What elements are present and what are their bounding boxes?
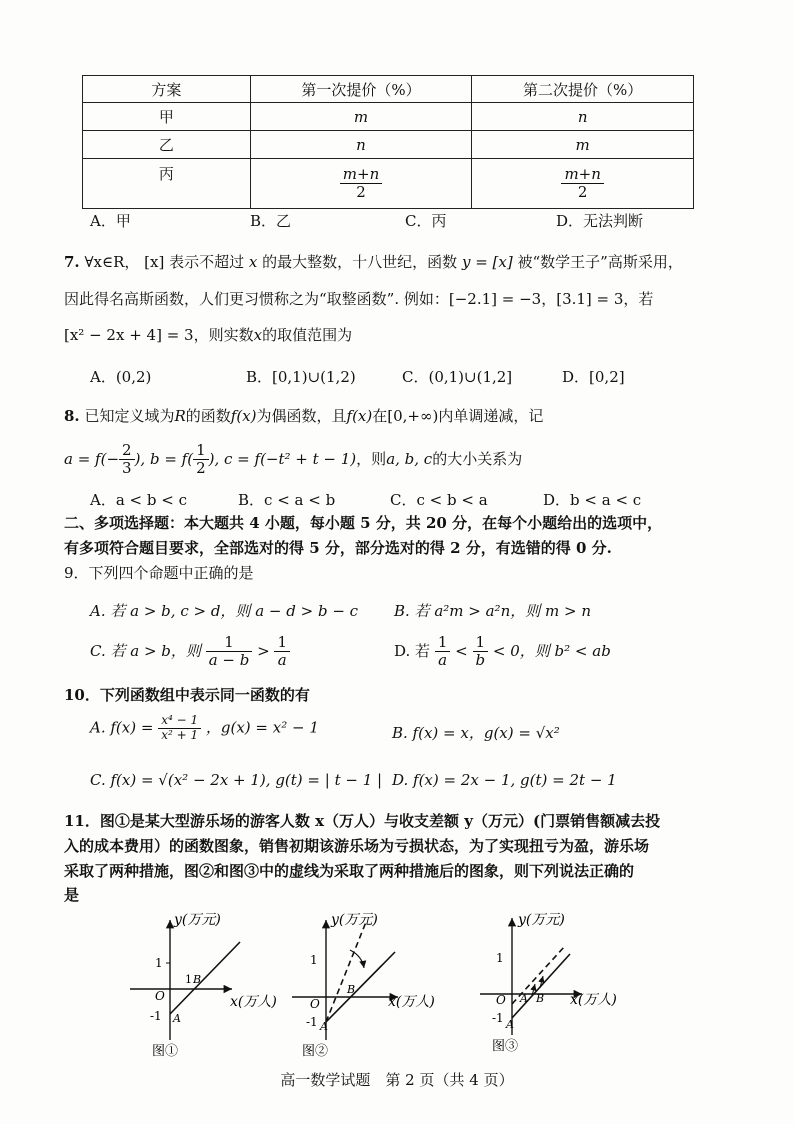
question-text: 在 (372, 407, 388, 425)
option-text: < (455, 641, 468, 660)
fraction (561, 166, 603, 202)
fraction-numerator: m+n (340, 166, 382, 184)
table-row (83, 131, 694, 159)
fraction-numerator: m+n (561, 166, 603, 184)
fraction-numerator: x⁴ − 1 (158, 714, 201, 729)
option-text: ，g(x) = x² − 1 (205, 718, 319, 737)
graph-3 (480, 912, 617, 1054)
fraction-denominator: a − b (208, 651, 250, 670)
question-text: ，则 (356, 449, 387, 468)
question-math: f(x) (346, 407, 373, 425)
question-math: a = f(− (64, 449, 120, 468)
option-a: A．甲 (90, 212, 131, 230)
question-11-line-3: 采取了两种措施，图②和图③中的虚线为采取了两种措施后的图象，则下列说法正确的 (64, 862, 635, 880)
point-a-label: A (320, 1020, 328, 1033)
point-a-label: A (173, 1012, 181, 1025)
question-11-line-4: 是 (64, 886, 80, 904)
question-math: x (253, 326, 263, 344)
table-cell: 丙 (83, 159, 251, 209)
option-c (90, 634, 290, 670)
fraction-numerator: 1 (435, 634, 451, 652)
table-cell (250, 131, 472, 159)
section-heading: 有多项符合题目要求，全部选对的得 5 分，部分选对的得 2 分，有选错的得 0 分. (64, 539, 612, 557)
table-cell (472, 103, 694, 131)
question-8-line-2 (64, 442, 522, 478)
point-b-label: B (193, 973, 202, 986)
point-b-label: B (347, 983, 356, 996)
question-math: y = [x] (461, 253, 513, 271)
table-cell (250, 159, 472, 209)
question-math: [0,+∞) (387, 407, 439, 425)
y-axis-label: y(万元) (174, 912, 221, 928)
question-8-line-1 (64, 405, 543, 426)
fraction (340, 166, 382, 202)
graph-caption: 图③ (492, 1039, 519, 1054)
point-b-label: B (536, 992, 545, 1005)
option-b: B. f(x) = x，g(x) = √x² (392, 724, 560, 742)
tick-label: -1 (150, 1009, 162, 1023)
option-text: D. 若 (394, 641, 431, 660)
question-text: 被“数学王子”高斯采用， (517, 253, 683, 271)
question-11-line-1: 11．图①是某大型游乐场的游客人数 x（万人）与收支差额 y（万元）(门票销售额减去投 (64, 812, 661, 830)
option-b: B．[0,1)∪(1,2) (246, 368, 356, 386)
page-footer: 高一数学试题 第 2 页（共 4 页） (280, 1071, 514, 1089)
fraction-denominator: a (277, 651, 287, 670)
rotation-arrow (350, 950, 364, 968)
question-11-line-2: 入的成本费用）的函数图象，销售初期该游乐场为亏损状态，为了实现扭亏为盈，游乐场 (64, 837, 650, 855)
question-text: 表示不超过 (169, 253, 245, 271)
fraction (119, 442, 135, 478)
tick-label: 1 (185, 973, 192, 986)
x-axis-label: x(万人) (570, 992, 617, 1008)
option-text: C. 若 a > b，则 (90, 641, 201, 660)
fraction-denominator: a (438, 651, 448, 670)
question-text: 内单调递减，记 (438, 407, 544, 425)
option-d (394, 634, 611, 670)
table-row (83, 103, 694, 131)
question-7-line-1 (64, 251, 683, 272)
fraction-numerator: 2 (119, 442, 135, 460)
question-text: 的最大整数，十八世纪，函数 (262, 253, 458, 271)
graph-1 (130, 912, 277, 1059)
question-math: a, b, c (386, 449, 433, 468)
origin-label: O (496, 993, 506, 1007)
fraction-denominator: x² + 1 (161, 727, 199, 742)
function-line-dashed (326, 922, 366, 1022)
fraction-denominator: 2 (577, 183, 588, 201)
option-a (90, 714, 319, 743)
option-d: D. f(x) = 2x − 1, g(t) = 2t − 1 (392, 771, 617, 789)
table-cell: 乙 (83, 131, 251, 159)
question-math: ), c = f(−t² + t − 1) (208, 449, 357, 468)
tick-label: -1 (306, 1015, 318, 1029)
x-axis-label: x(万人) (388, 994, 435, 1010)
table-cell: 甲 (83, 103, 251, 131)
point-a-label: A (506, 1018, 514, 1031)
question-text: 的大小关系为 (432, 449, 523, 468)
function-graphs (0, 900, 794, 1065)
question-text: 的函数 (185, 407, 231, 425)
y-axis-label: y(万元) (518, 912, 565, 928)
table-cell-value: m (575, 135, 590, 154)
fraction-denominator: b (475, 651, 486, 670)
x-axis-label: x(万人) (230, 994, 277, 1010)
question-math: [x² − 2x + 4] = 3 (64, 326, 194, 344)
option-d: D．[0,2] (562, 368, 625, 386)
graph-2 (292, 912, 435, 1059)
function-line (326, 952, 395, 1022)
question-7-line-2: 因此得名高斯函数，人们更习惯称之为“取整函数”. 例如：[−2.1] = −3，[3.1] = 3，若 (64, 290, 654, 308)
table-cell (472, 159, 694, 209)
fraction (274, 634, 290, 670)
question-math: [x] (144, 253, 165, 271)
option-c: C．(0,1)∪(1,2] (402, 368, 513, 386)
table-cell (250, 103, 472, 131)
table-cell-value: m (353, 107, 369, 126)
question-text: ，则实数 (193, 326, 254, 344)
option-b: B. 若 a²m > a²n，则 m > n (394, 602, 591, 620)
fraction (193, 442, 209, 478)
table-row (83, 159, 694, 209)
option-text: > (257, 641, 270, 660)
option-a: A．a < b < c (90, 491, 187, 509)
table-cell (472, 131, 694, 159)
option-c: C．丙 (405, 212, 447, 230)
fraction (206, 634, 253, 670)
option-a: A. 若 a > b, c > d，则 a − d > b − c (90, 602, 359, 620)
option-d: D．无法判断 (556, 212, 644, 230)
question-7-line-3 (64, 324, 352, 345)
table-cell-value: n (356, 135, 366, 154)
fraction (158, 714, 201, 743)
table-header-row (83, 76, 694, 103)
origin-label: O (310, 997, 320, 1011)
y-axis-label: y(万元) (331, 912, 378, 928)
question-text: 已知定义域为 (84, 407, 175, 425)
table-cell-value: n (577, 107, 588, 126)
fraction (435, 634, 451, 670)
fraction-numerator: 1 (193, 442, 209, 460)
tick-label: 1 (496, 951, 504, 965)
fraction (473, 634, 489, 670)
fraction-numerator: 1 (274, 634, 290, 652)
question-text: ∀x∈R， (84, 253, 140, 271)
origin-label: O (155, 989, 165, 1003)
option-b: B．c < a < b (238, 491, 336, 509)
fraction-numerator: 1 (206, 634, 253, 652)
fraction-denominator: 2 (356, 183, 366, 201)
point-a-label: A (520, 992, 528, 1005)
tick-label: 1 (155, 956, 163, 970)
table-header: 第一次提价（%） (250, 76, 472, 103)
option-d: D．b < a < c (543, 491, 642, 509)
table-header: 方案 (83, 76, 251, 103)
section-heading: 二、多项选择题：本大题共 4 小题，每小题 5 分，共 20 分，在每个小题给出的选项中， (64, 514, 663, 532)
table-header: 第二次提价（%） (472, 76, 694, 103)
question-9-stem: 9．下列四个命题中正确的是 (64, 564, 254, 582)
fraction-numerator: 1 (473, 634, 489, 652)
graph-caption: 图① (152, 1044, 179, 1059)
option-c: C．c < b < a (390, 491, 488, 509)
question-text: 为偶函数，且 (256, 407, 347, 425)
fraction-denominator: 3 (122, 459, 132, 478)
option-b: B．乙 (250, 212, 292, 230)
option-text: A. f(x) = (90, 718, 154, 737)
price-plan-table (82, 75, 694, 209)
fraction-denominator: 2 (196, 459, 206, 478)
tick-label: -1 (492, 1011, 504, 1025)
question-10-stem: 10．下列函数组中表示同一函数的有 (64, 686, 310, 704)
question-number: 7. (64, 253, 80, 271)
question-number: 8. (64, 407, 80, 425)
option-a: A．(0,2) (90, 368, 152, 386)
option-text: < 0，则 b² < ab (492, 641, 611, 660)
question-math: f(x) (230, 407, 257, 425)
tick-label: 1 (310, 953, 318, 967)
question-text: 的取值范围为 (262, 326, 353, 344)
question-math: x (248, 253, 258, 271)
option-c: C. f(x) = √(x² − 2x + 1), g(t) = | t − 1 | (90, 771, 383, 789)
graph-caption: 图② (302, 1044, 329, 1059)
question-math: ), b = f( (134, 449, 194, 468)
question-math: R (174, 407, 186, 425)
